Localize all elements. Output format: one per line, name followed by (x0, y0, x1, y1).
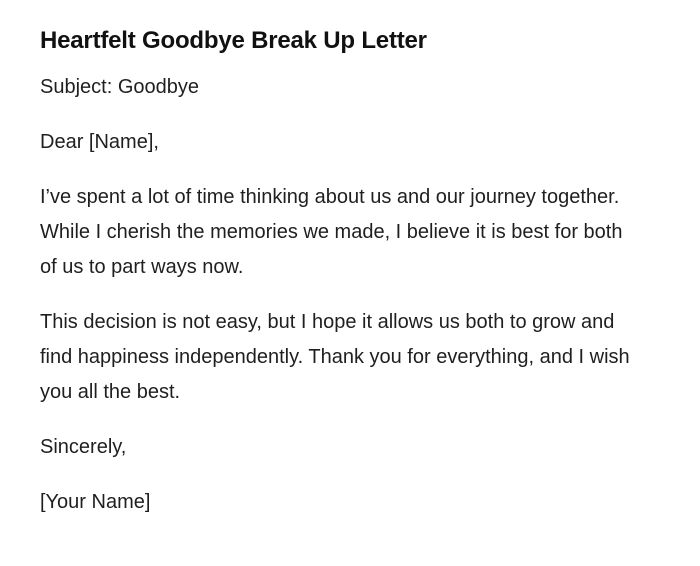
letter-paragraph-2: This decision is not easy, but I hope it allows us both to grow and find happiness independently. Thank you for everything, and I wish you all the best. (40, 311, 630, 403)
letter-greeting: Dear [Name], (40, 131, 159, 153)
letter-subject: Subject: Goodbye (40, 76, 199, 98)
letter-signature: [Your Name] (40, 491, 151, 513)
letter-title: Heartfelt Goodbye Break Up Letter (40, 27, 427, 54)
letter-paragraph-1: I’ve spent a lot of time thinking about us and our journey together. While I cherish the memories we made, I believe it is best for both of us to part ways now. (40, 186, 623, 278)
letter-closing: Sincerely, (40, 436, 127, 458)
